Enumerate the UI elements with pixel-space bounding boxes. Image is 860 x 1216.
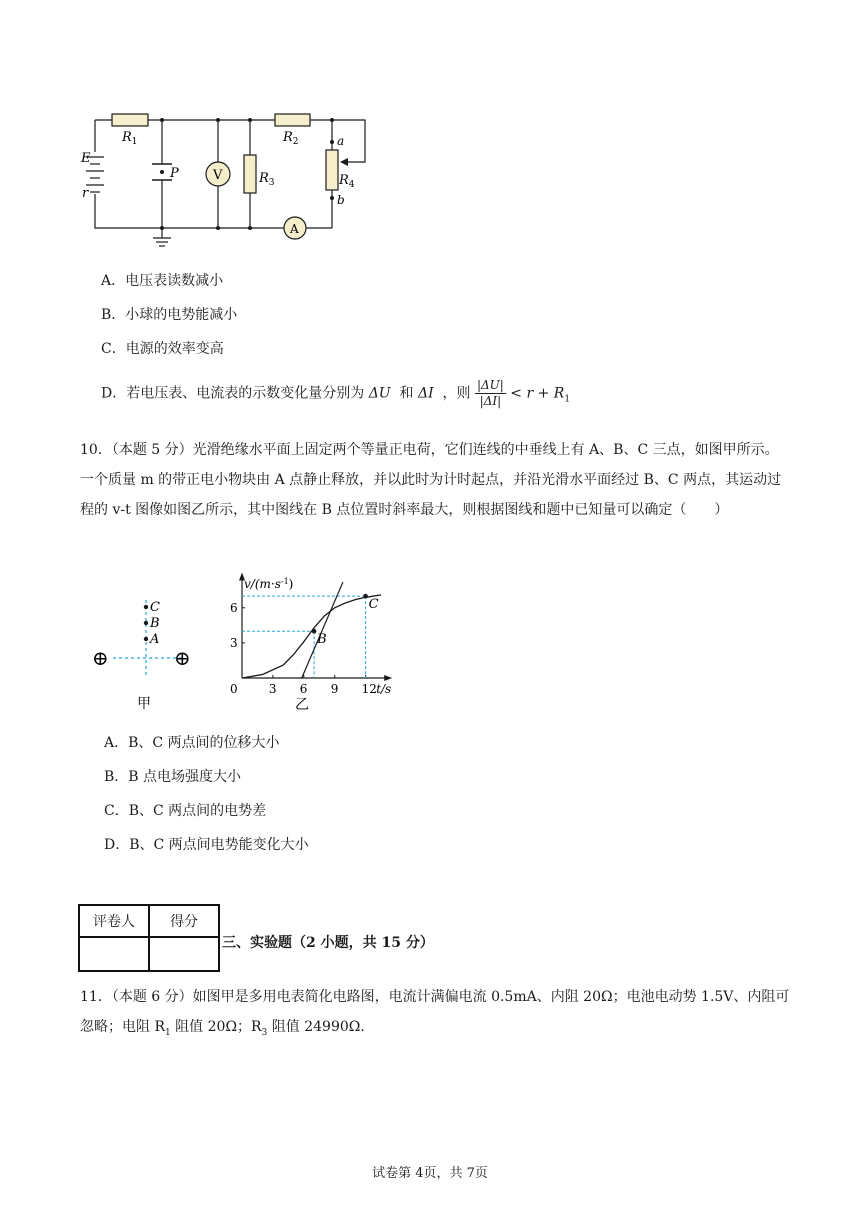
- label-R2: $R_2$: [283, 130, 299, 147]
- label-A: A: [290, 222, 299, 236]
- label-P: P: [170, 166, 179, 181]
- positive-charge-right-icon: ⊕: [174, 646, 191, 670]
- charged-ball: [160, 170, 164, 174]
- x-axis-label: t/s: [376, 682, 392, 696]
- q10-option-d: D．B、C 两点间电势能变化大小: [104, 837, 309, 853]
- score-table: [78, 904, 220, 972]
- positive-charge-left-icon: ⊕: [92, 646, 109, 670]
- resistor-r1: [112, 114, 148, 126]
- point-c: [363, 594, 368, 599]
- caption-yi: 乙: [295, 697, 309, 713]
- q10-text: 10．（本题 5 分）光滑绝缘水平面上固定两个等量正电荷，它们连线的中垂线上有 A、B、C 三点，如图甲所示。一个质量 m 的带正电小物块由 A 点静止释放，并以此时为计时起点，并沿光滑水平面经过 B、C 两点，其运动过程的 v-t 图像如图乙所示，其中图线在 B 点位置时斜率最大，则根据图线和题中已知量可以确定（ ）: [80, 442, 782, 518]
- q11-text: 11．（本题 6 分）如图甲是多用电表简化电路图，电流计满偏电流 0.5mA、内阻 20Ω；电池电动势 1.5V、内阻可忽略；电阻 $R_1$ 阻值 20Ω；$R_3$ 阻值 24990Ω.: [80, 989, 790, 1038]
- label-r: r: [82, 186, 89, 201]
- x-tick-label: 12: [361, 682, 377, 696]
- x-tick-label: 6: [299, 682, 308, 696]
- q9-option-a: A．电压表读数减小: [101, 273, 224, 289]
- score-header-score: 得分: [149, 905, 219, 937]
- label-E: E: [81, 151, 91, 166]
- q10-option-a: A．B、C 两点间的位移大小: [104, 735, 280, 751]
- score-cell-score: [149, 937, 219, 971]
- q10-option-c: C．B、C 两点间的电势差: [104, 803, 267, 819]
- figure-jia: [88, 592, 208, 712]
- resistor-r3: [244, 155, 256, 193]
- y-tick-label: 3: [230, 635, 238, 650]
- label-V: V: [213, 168, 223, 183]
- score-cell-grader: [79, 937, 149, 971]
- circuit-diagram: [70, 100, 380, 260]
- label-R4: $R_4$: [339, 173, 355, 190]
- y-axis-label: $v/(m\cdot s^{-1})$: [244, 577, 294, 591]
- vt-curve: [242, 595, 381, 678]
- label-R1: $R_1$: [122, 130, 138, 147]
- caption-jia: 甲: [137, 696, 151, 712]
- q9-option-d: D．若电压表、电流表的示数变化量分别为 ΔU 和 ΔI ，则 $\frac{|\Delta U|}{|\Delta I|}$ < $r + R_1$: [101, 378, 571, 408]
- point-label-c: C: [368, 597, 379, 613]
- resistor-r2: [275, 114, 310, 126]
- x-tick-label: 3: [268, 682, 277, 696]
- origin-label: 0: [230, 682, 238, 696]
- rheostat-r4: [326, 150, 338, 190]
- vt-graph: [220, 570, 400, 715]
- fraction-du-di: $\frac{|\Delta U|}{|\Delta I|}$: [476, 378, 504, 408]
- ground-symbol: [153, 238, 171, 246]
- x-axis-arrow-icon: [384, 675, 392, 681]
- point-label-b: B: [317, 632, 327, 648]
- label-B: B: [150, 616, 160, 631]
- x-tick-label: 9: [330, 682, 339, 696]
- point-b: [312, 629, 317, 634]
- y-tick-label: 6: [230, 600, 238, 615]
- label-R3: $R_3$: [259, 171, 275, 188]
- label-a: a: [337, 134, 345, 148]
- slider-arrow-icon: [340, 158, 348, 166]
- q9-option-c: C．电源的效率变高: [101, 341, 224, 357]
- label-b: b: [337, 193, 345, 207]
- q10-option-b: B．B 点电场强度大小: [104, 769, 242, 785]
- q9-option-b: B．小球的电势能减小: [101, 307, 238, 323]
- label-C: C: [150, 600, 160, 615]
- section-title: 三、实验题（2 小题，共 15 分）: [222, 935, 434, 951]
- page-footer: 试卷第 4页，共 7页: [372, 1166, 488, 1181]
- score-header-grader: 评卷人: [79, 905, 149, 937]
- label-A: A: [150, 632, 160, 647]
